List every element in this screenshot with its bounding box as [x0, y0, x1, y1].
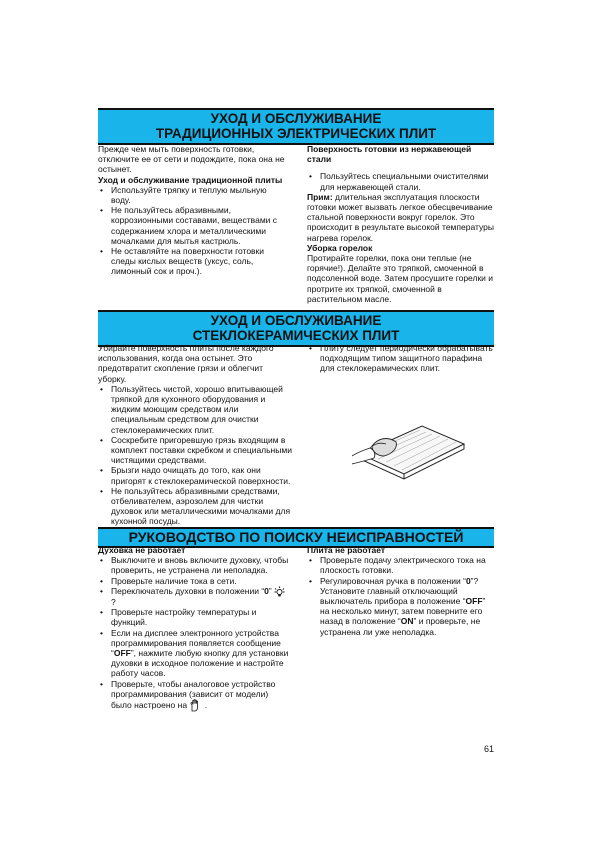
text-segment: Регулировочная ручка в положении “ — [320, 575, 466, 586]
section3-right-column — [307, 545, 497, 637]
text-segment: ”, нажмите любую кнопку для установки духовки в исходное положение и настройте работу часов. — [111, 648, 289, 679]
subheading-burners: Уборка горелок — [307, 242, 373, 253]
list-item: • Проверьте подачу электрического тока на плоскость готовки. — [307, 555, 497, 575]
text-segment: Проверьте, чтобы аналоговое устройство программирования (зависит от модели) было настроено на — [111, 678, 276, 710]
note-label: Прим: — [307, 191, 333, 202]
section1-right-column — [307, 144, 497, 304]
section-title-glass-ceramic — [98, 310, 494, 347]
text-segment: ”? Установите главный отключающий выключатель прибора в положение “ — [320, 575, 479, 607]
subheading-hob-not-working: Плита не работает — [307, 545, 386, 555]
hand-icon — [189, 699, 202, 712]
text-segment: Если на дисплее электронного устройства программирования появляется сообщение “ — [111, 627, 281, 659]
bullet-list-hob — [307, 555, 497, 637]
bullet-list-oven — [98, 555, 290, 712]
list-item: • Не пользуйтесь абразивными средствами, отбеливателем, аэрозолем для чистки духовок или металлическими мочалками для кухонной посуды. — [98, 486, 292, 527]
list-item — [307, 576, 497, 637]
section1-left-column — [98, 144, 288, 277]
list-item: • Пользуйтесь чистой, хорошо впитывающей тряпкой для кухонного оборудования и жидким моющим средством или специальным средством для очистки стеклокерамических плит. — [98, 384, 292, 435]
section3-left-column — [98, 545, 290, 712]
off-label: OFF — [113, 648, 131, 659]
on-label: ON — [400, 616, 414, 627]
zero-position: 0 — [264, 585, 269, 596]
list-item — [98, 679, 290, 712]
section-title-traditional-hobs — [98, 108, 494, 145]
list-item — [98, 628, 290, 679]
bullet-list-traditional — [98, 185, 288, 277]
text-segment: Переключатель духовки в положении “ — [111, 585, 265, 596]
burners-text: Протирайте горелки, пока они теплые (не горячие!). Делайте это тряпкой, смоченной в подсоленной воде. Затем просушите горелки и протрите их тряпкой, смоченной в растительном масле. — [307, 253, 494, 304]
title-line-1: УХОД И ОБСЛУЖИВАНИЕ — [210, 313, 382, 328]
subheading-oven-not-working: Духовка не работает — [98, 545, 186, 555]
lamp-icon — [274, 586, 285, 597]
subheading-stainless: Поверхность готовки из нержавеющей стали — [307, 144, 472, 165]
bullet-list-stainless — [307, 171, 497, 191]
list-item: • Выключите и вновь включите духовку, чтобы проверить, не устранена ли неполадка. — [98, 555, 290, 575]
list-item: • Пользуйтесь специальными очистителями для нержавеющей стали. — [307, 171, 497, 191]
page-number: 61 — [484, 744, 495, 754]
text-segment: ? — [111, 597, 116, 608]
text-segment: ” на несколько минут, затем поверните его назад в положение “ — [320, 596, 486, 627]
title-line-2: ТРАДИЦИОННЫХ ЭЛЕКТРИЧЕСКИХ ПЛИТ — [155, 126, 437, 141]
text-segment: . — [202, 699, 208, 710]
list-item: • Не оставляйте на поверхности готовки следы кислых веществ (уксус, соль, лимонный сок и проч.). — [98, 246, 288, 277]
intro-text: Прежде чем мыть поверхность готовки, отключите ее от сети и подождите, пока она не остынет. — [98, 144, 285, 175]
title-line-2: СТЕКЛОКЕРАМИЧЕСКИХ ПЛИТ — [192, 328, 400, 343]
list-item: • Используйте тряпку и теплую мыльную воду. — [98, 185, 288, 205]
section2-left-column — [98, 343, 292, 527]
text-segment: ” и проверьте, не устранена ли уже неполадка. — [320, 616, 481, 637]
zero-position: 0 — [465, 575, 471, 586]
title-line-1: УХОД И ОБСЛУЖИВАНИЕ — [210, 111, 382, 126]
off-label: OFF — [465, 596, 483, 607]
note-text: длительная эксплуатация плоскости готовки может вызвать легкое обесцвечивание стальной поверхности вокруг горелок. Это происходит в результате высокой температуры нагрева горелок. — [307, 191, 494, 243]
list-item — [98, 586, 290, 607]
note-paragraph — [307, 192, 497, 243]
list-item: • Брызги надо очищать до того, как они пригорят к стеклокерамической поверхности. — [98, 465, 292, 485]
list-item: • Соскребите пригоревшую грязь входящим в комплект поставки скребком и специальными чистящими средствами. — [98, 435, 292, 466]
bullet-list-glass-right — [307, 343, 497, 374]
list-item: • Плиту следует периодически обрабатывать подходящим типом защитного парафина для стеклокерамических плит. — [307, 343, 497, 374]
list-item: • Проверьте наличие тока в сети. — [98, 576, 290, 586]
intro-text: Убирайте поверхность плиты после каждого использования, когда она остынет. Это предотвратит скопление грязи и облегчит уборку. — [98, 343, 274, 384]
list-item: • Проверьте настройку температуры и функций. — [98, 607, 290, 627]
list-item: • Не пользуйтесь абразивными, коррозионными составами, веществами с содержанием хлора и металлическими мочалками для мытья кастрюль. — [98, 205, 288, 246]
title-line: РУКОВОДСТВО ПО ПОИСКУ НЕИСПРАВНОСТЕЙ — [128, 529, 464, 545]
bullet-list-glass-left — [98, 384, 292, 527]
subheading-traditional-care: Уход и обслуживание традиционной плиты — [98, 174, 283, 185]
section2-right-column — [307, 343, 497, 374]
hob-cleaning-illustration — [352, 410, 468, 482]
text-segment: ” — [268, 585, 275, 596]
